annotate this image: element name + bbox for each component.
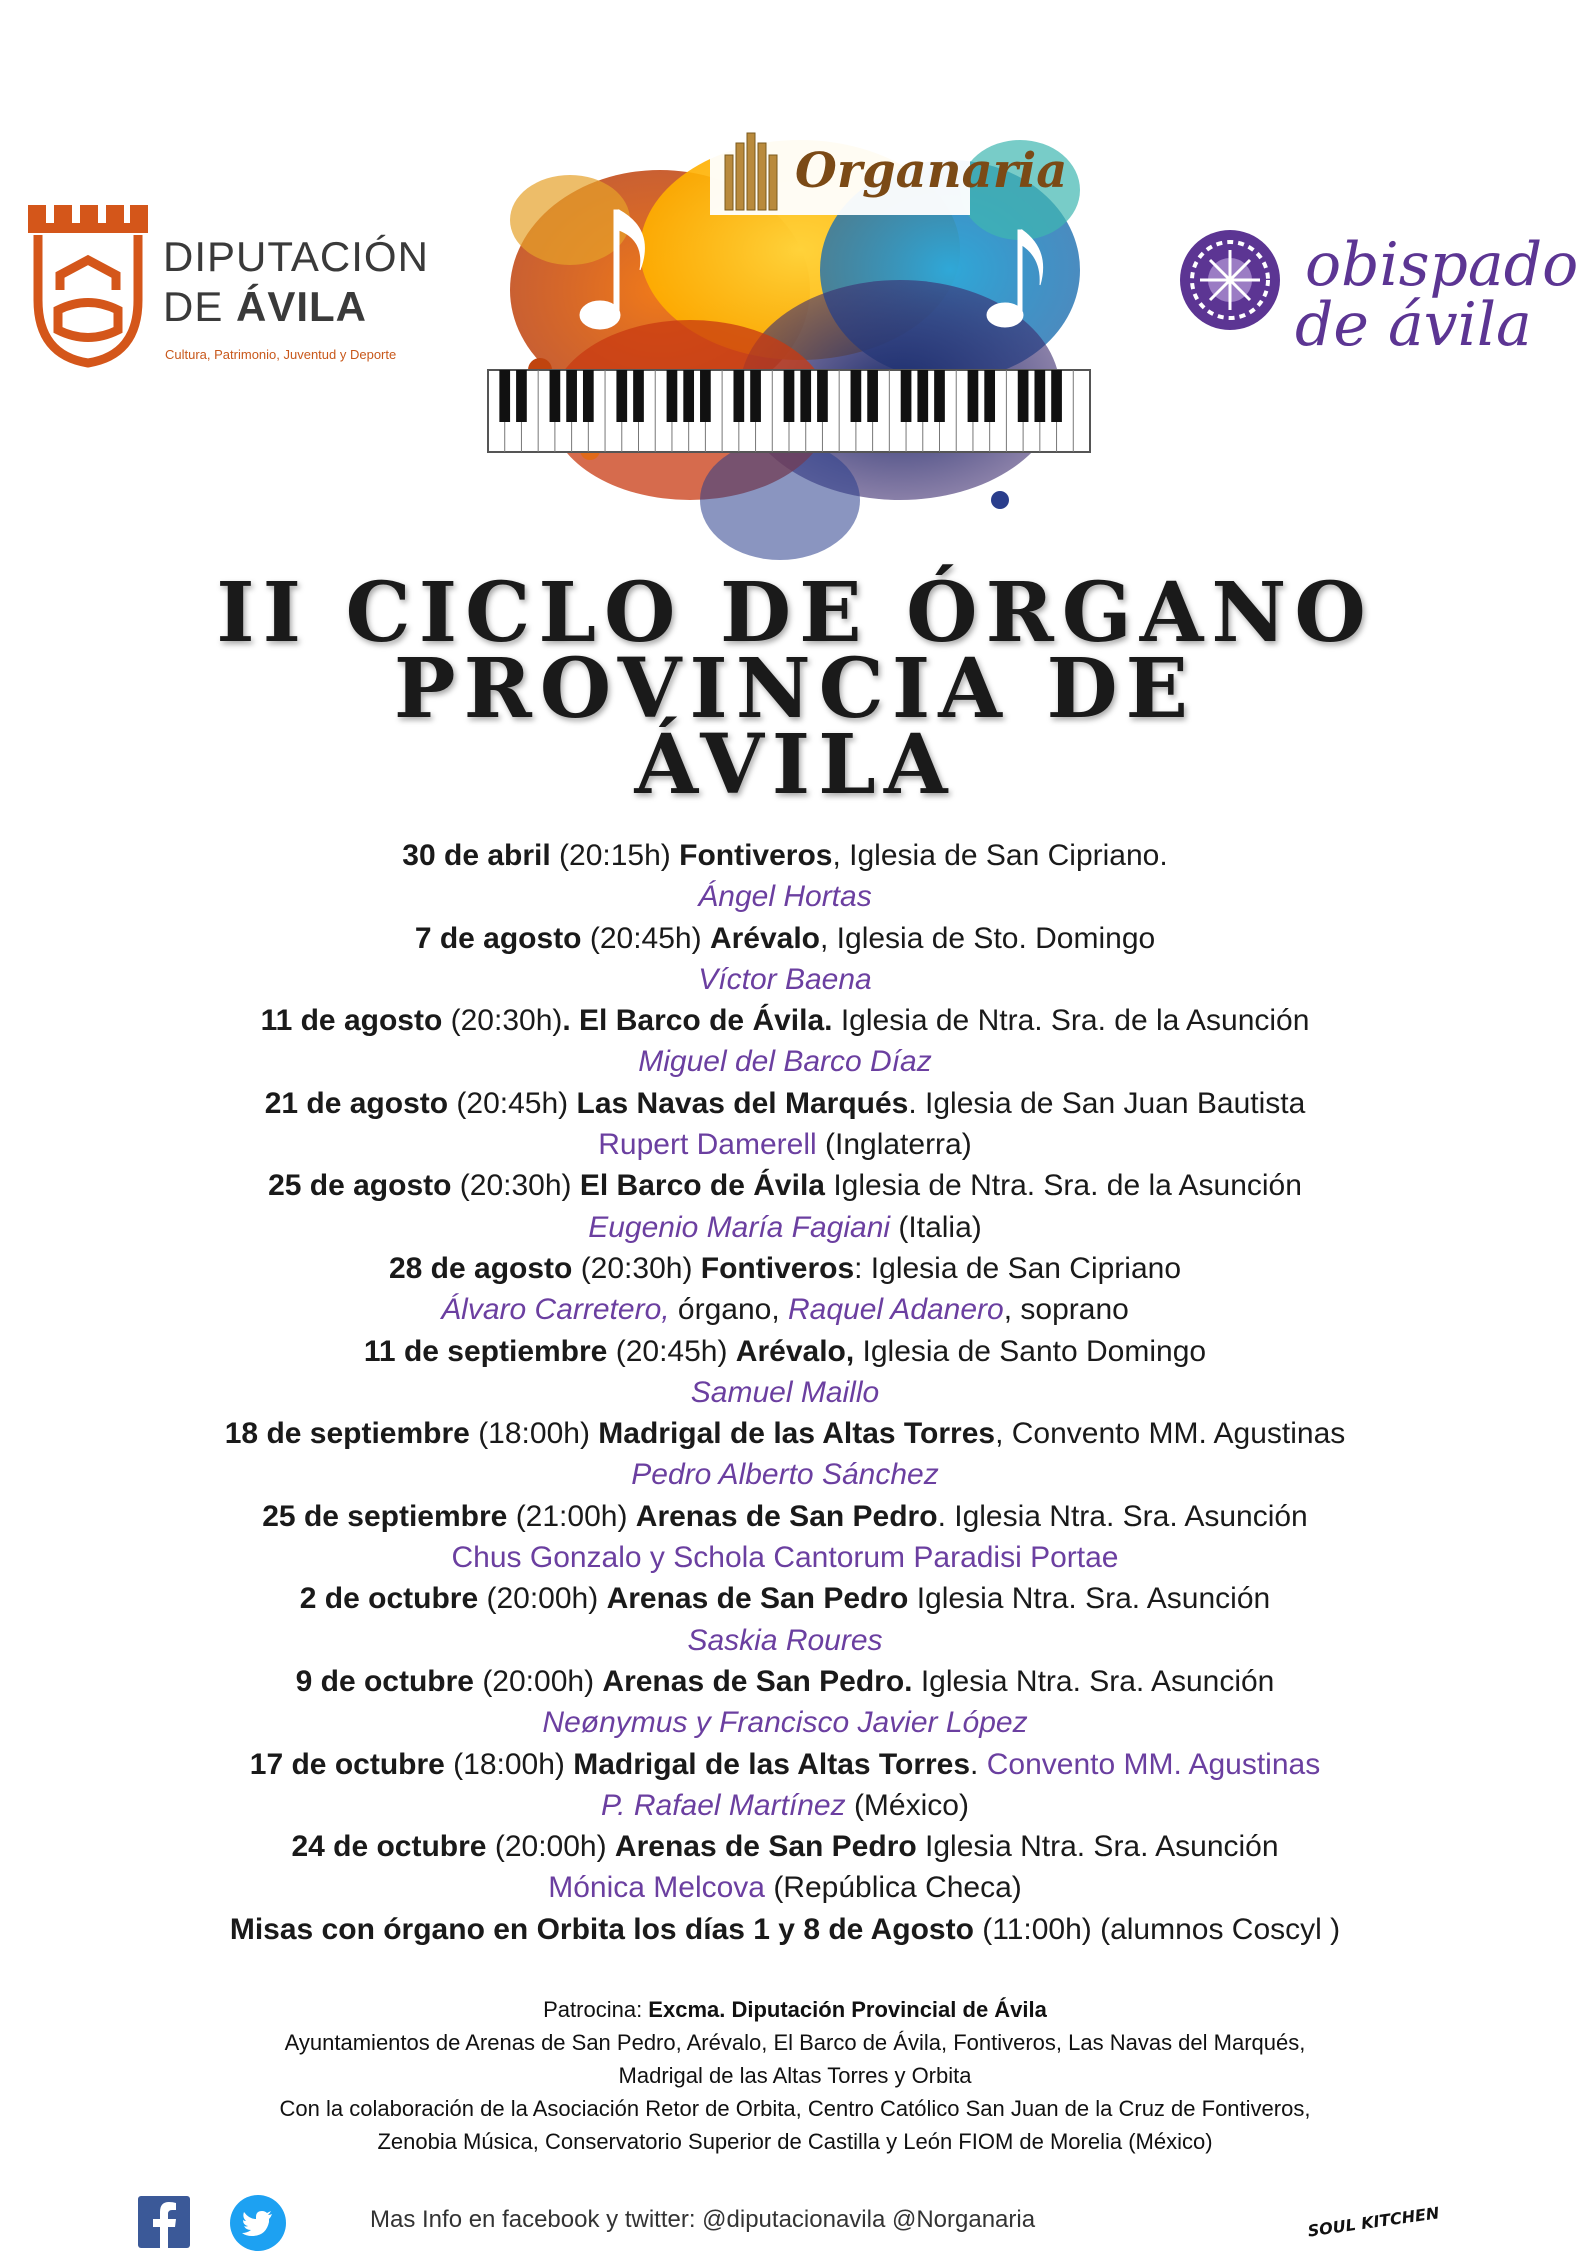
performer-line [60,1041,1510,1082]
event-line [60,1496,1510,1537]
event-line [60,1578,1510,1619]
misas-detail: (11:00h) (alumnos Coscyl ) [973,1912,1341,1946]
event-venue: Iglesia de Ntra. Sra. de la Asunción [824,1169,1302,1203]
event-time: (20:00h) [473,1664,603,1698]
event-place: Arenas de San Pedro [635,1499,938,1533]
event-line [60,918,1510,959]
black-key [733,370,744,422]
performer-line [60,876,1510,917]
event-venue: Iglesia de Ntra. Sra. de la Asunción [832,1004,1310,1038]
event-time: (18:00h) [444,1747,574,1781]
event-performer: Eugenio María Fagiani [588,1210,891,1244]
sponsors-line-4: Con la colaboración de la Asociación Retor de Orbita, Centro Católico San Juan de la Cruz de Fontiveros, [279,2096,1311,2121]
event-time: (18:00h) [469,1417,599,1451]
performer-line [60,1537,1510,1578]
black-key [633,370,644,422]
event-place: Fontiveros [700,1251,855,1285]
event-place: Las Navas del Marqués [576,1086,909,1120]
performer-note: (Inglaterra) [816,1128,972,1162]
event-date: 28 de agosto [388,1251,573,1285]
event-venue: Iglesia Ntra. Sra. Asunción [908,1582,1271,1616]
soul-kitchen-logo [1305,2200,1441,2244]
performer-line [60,1207,1510,1248]
event-line [60,1744,1510,1785]
event-venue: . [970,1747,987,1781]
black-key [851,370,862,422]
event-place: Arenas de San Pedro [606,1582,909,1616]
event-date: 30 de abril [402,839,551,872]
misas-title: Misas con órgano en Orbita los días 1 y 8 de Agosto [229,1912,974,1946]
patrocina-line: Patrocina: Excma. Diputación Provincial de Ávila [543,1997,1047,2022]
facebook-icon[interactable] [138,2196,190,2248]
performer-note: órgano, [669,1293,789,1327]
event-line [60,1413,1510,1454]
sponsors-line-3: Madrigal de las Altas Torres y Orbita [618,2063,972,2088]
event-time: (20:15h) [550,839,680,872]
event-performer: Pedro Alberto Sánchez [631,1458,939,1492]
black-key [968,370,979,422]
event-date: 25 de septiembre [262,1499,508,1533]
event-place: . El Barco de Ávila. [562,1004,833,1038]
event-time: (20:30h) [572,1251,701,1285]
misas-line [60,1909,1510,1950]
event-performer: Neønymus y Francisco Javier López [542,1706,1028,1740]
event-date: 7 de agosto [414,921,582,955]
event-date: 18 de septiembre [224,1417,470,1451]
title-line-1: II CICLO DE ÓRGANO [216,565,1374,661]
black-key [901,370,912,422]
event-line [60,1661,1510,1702]
performer-line [60,1454,1510,1495]
black-key [683,370,694,422]
soul-kitchen-text: SOUL KITCHEN [1306,2203,1441,2241]
black-key [499,370,510,422]
diputacion-castle-icon [28,205,148,370]
performer-note-2: , soprano [1003,1293,1129,1327]
black-key [1034,370,1045,422]
black-key [667,370,678,422]
black-key [917,370,928,422]
black-key [867,370,878,422]
organaria-title: Organaria [795,143,1068,199]
obispado-logo [1175,225,1579,360]
black-key [1051,370,1062,422]
performer-line [60,1785,1510,1826]
performer-note: (México) [845,1788,969,1822]
black-key [516,370,527,422]
event-performer: Mónica Melcova [548,1871,765,1905]
event-venue: . Iglesia Ntra. Sra. Asunción [937,1499,1308,1533]
twitter-icon[interactable] [230,2195,286,2251]
event-performer: P. Rafael Martínez [601,1788,846,1822]
event-line [60,1248,1510,1289]
events-list [60,835,1510,1950]
diputacion-title: DIPUTACIÓN [163,233,429,280]
black-key [700,370,711,422]
performer-line [60,1867,1510,1908]
event-time: (20:30h) [451,1169,580,1203]
black-key [784,370,795,422]
black-key [566,370,577,422]
event-place: Arenas de San Pedro [614,1830,917,1864]
event-venue: . Iglesia de San Juan Bautista [908,1086,1306,1120]
black-key [750,370,761,422]
performer-line [60,1372,1510,1413]
event-time: (20:45h) [581,921,710,955]
event-place: Fontiveros [679,839,833,872]
footer-social-text: Mas Info en facebook y twitter: @diputacionavila @Norganaria [370,2206,1036,2233]
diputacion-department: Cultura, Patrimonio, Juventud y Deporte [165,347,397,362]
event-date: 9 de octubre [295,1664,474,1698]
black-key [583,370,594,422]
sponsors-line-5: Zenobia Música, Conservatorio Superior de Castilla y León FIOM de Morelia (México) [377,2129,1213,2154]
event-venue-highlight: Convento MM. Agustinas [986,1747,1321,1781]
event-time: (21:00h) [507,1499,636,1533]
event-performer-2: Raquel Adanero [788,1293,1004,1327]
event-place: Madrigal de las Altas Torres [598,1417,996,1451]
black-key [934,370,945,422]
organaria-artwork [480,70,1100,590]
performer-line [60,959,1510,1000]
performer-line [60,1289,1510,1330]
event-place: El Barco de Ávila [579,1169,825,1203]
event-line [60,1826,1510,1867]
event-date: 17 de octubre [249,1747,445,1781]
event-line [60,1331,1510,1372]
event-line [60,835,1510,876]
poster-title [150,565,1440,813]
event-venue: : Iglesia de San Cipriano [854,1251,1182,1285]
event-venue: Iglesia Ntra. Sra. Asunción [912,1664,1275,1698]
black-key [817,370,828,422]
event-line [60,1165,1510,1206]
event-performer: Samuel Maillo [690,1375,880,1409]
event-time: (20:45h) [607,1334,736,1368]
event-venue: , Iglesia de San Cipriano. [832,839,1168,872]
event-time: (20:45h) [448,1086,577,1120]
performer-line [60,1620,1510,1661]
event-performer: Rupert Damerell [598,1128,817,1162]
obispado-emblem-icon [1175,225,1285,335]
event-line [60,1000,1510,1041]
black-key [616,370,627,422]
event-venue: , Iglesia de Sto. Domingo [820,921,1156,955]
event-venue: , Convento MM. Agustinas [995,1417,1346,1451]
black-key [1018,370,1029,422]
event-place: Madrigal de las Altas Torres [573,1747,971,1781]
performer-note: (República Checa) [764,1871,1022,1905]
event-performer: Miguel del Barco Díaz [638,1045,932,1079]
event-time: (20:00h) [486,1830,615,1864]
title-line-3: ÁVILA [634,717,956,813]
event-date: 21 de agosto [264,1086,449,1120]
event-venue: Iglesia de Santo Domingo [854,1334,1207,1368]
black-key [800,370,811,422]
event-date: 2 de octubre [299,1582,479,1616]
event-time: (20:00h) [478,1582,607,1616]
event-time: (20:30h) [442,1004,563,1038]
event-date: 25 de agosto [268,1169,452,1203]
event-date: 11 de agosto [260,1004,443,1038]
diputacion-subtitle: DE ÁVILA [163,283,368,330]
performer-note: (Italia) [890,1210,982,1244]
obispado-line1: obispado [1305,230,1579,300]
event-place: Arévalo [709,921,820,955]
event-performer: Víctor Baena [698,962,872,996]
event-date: 24 de octubre [291,1830,487,1864]
diputacion-logo [28,205,448,375]
obispado-line2: de ávila [1295,290,1532,360]
title-line-2: PROVINCIA DE [393,641,1197,737]
event-performer: Chus Gonzalo y Schola Cantorum Paradisi Portae [451,1541,1119,1575]
event-performer: Álvaro Carretero, [441,1293,670,1327]
black-key [984,370,995,422]
performer-line [60,1702,1510,1743]
event-place: Arévalo, [735,1334,855,1368]
event-performer: Ángel Hortas [698,880,872,914]
event-place: Arenas de San Pedro. [602,1664,913,1698]
event-performer: Saskia Roures [687,1623,883,1657]
event-venue: Iglesia Ntra. Sra. Asunción [916,1830,1279,1864]
sponsors-line-2: Ayuntamientos de Arenas de San Pedro, Arévalo, El Barco de Ávila, Fontiveros, Las Navas del Marqués, [284,2030,1306,2055]
performer-line [60,1124,1510,1165]
black-key [550,370,561,422]
event-date: 11 de septiembre [363,1334,608,1368]
sponsors-block [120,1993,1470,2158]
organaria-logo [710,125,1068,215]
event-line [60,1083,1510,1124]
